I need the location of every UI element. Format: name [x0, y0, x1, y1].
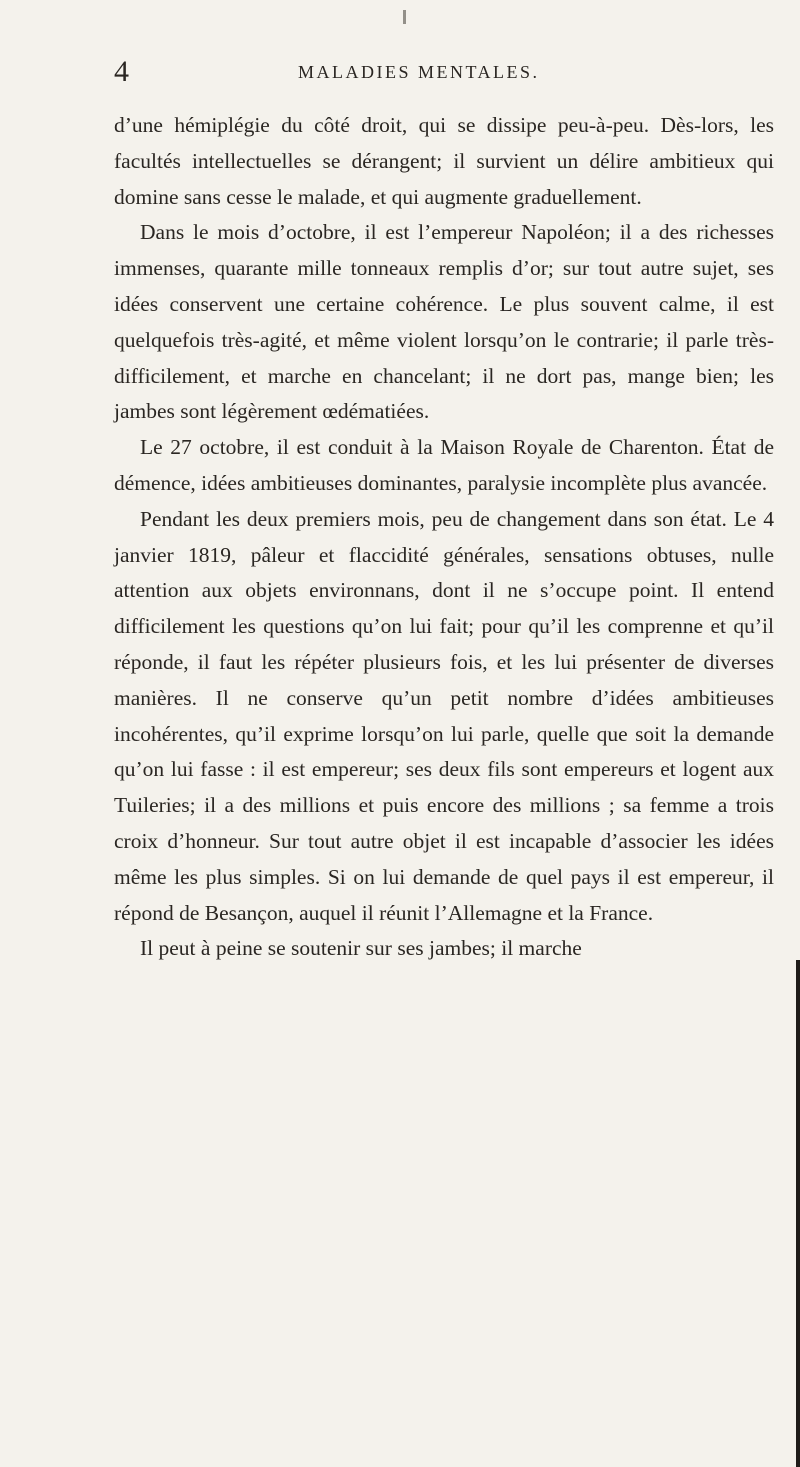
paragraph-2: Dans le mois d’octobre, il est l’empereur Napoléon; il a des richesses immenses, quarante mille tonneaux remplis d’or; sur tout autre sujet, ses idées conservent une certaine cohérence. Le plus souvent calme, il est quelquefois très-agité, et même violent lorsqu’on le contrarie; il parle très-difficilement, et marche en chancelant; il ne dort pas, mange bien; les jambes sont légèrement œdématiées.	[114, 220, 774, 424]
print-mark	[403, 10, 406, 24]
body-text	[114, 108, 774, 967]
page-edge-shadow	[796, 960, 800, 1467]
paragraph-3: Le 27 octobre, il est conduit à la Maison Royale de Charenton. État de démence, idées ambitieuses dominantes, paralysie incomplète plus avancée.	[114, 435, 774, 495]
paragraph-4: Pendant les deux premiers mois, peu de changement dans son état. Le 4 janvier 1819, pâleur et flaccidité générales, sensations obtuses, nulle attention aux objets environnans, dont il ne s’occupe point. Il entend difficilement les questions qu’on lui fait; pour qu’il les comprenne et qu’il réponde, il faut les répéter plusieurs fois, et les lui présenter de diverses manières. Il ne conserve qu’un petit nombre d’idées ambitieuses incohérentes, qu’il exprime lorsqu’on lui parle, quelle que soit la demande qu’on lui fasse : il est empereur; ses deux fils sont empereurs et logent aux Tuileries; il a des millions et puis encore des millions ; sa femme a trois croix d’honneur. Sur tout autre objet il est incapable d’associer les idées même les plus simples. Si on lui demande de quel pays il est empereur, il répond de Besançon, auquel il réunit l’Allemagne et la France.	[114, 506, 774, 925]
page-number: 4	[114, 55, 129, 88]
paragraph-5: Il peut à peine se soutenir sur ses jambes; il marche	[140, 936, 582, 961]
paragraph-1: d’une hémiplégie du côté droit, qui se dissipe peu-à-peu. Dès-lors, les facultés intellectuelles se dérangent; il survient un délire ambitieux qui domine sans cesse le malade, et qui augmente graduellement.	[114, 113, 774, 209]
running-head	[114, 52, 774, 92]
running-title: MALADIES MENTALES.	[298, 62, 540, 82]
